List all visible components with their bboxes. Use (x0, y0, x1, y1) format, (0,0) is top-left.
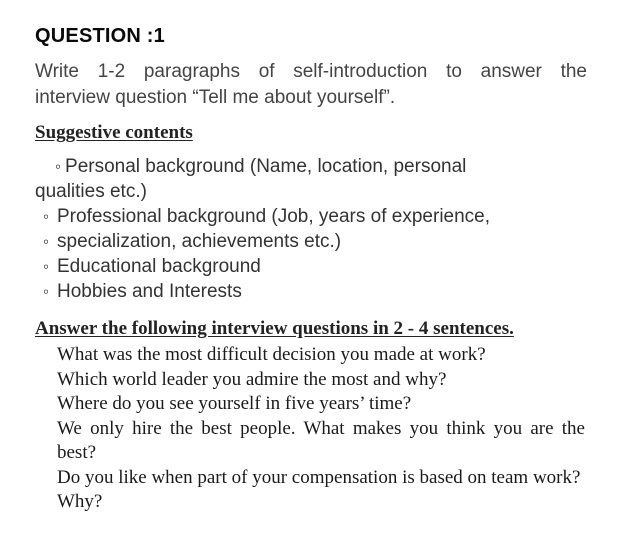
answer-questions-title: Answer the following interview questions in 2 - 4 sentences. (35, 318, 514, 339)
list-item (35, 254, 595, 279)
list-item (35, 229, 595, 254)
question-item: What was the most difficult decision you made at work? (57, 344, 486, 365)
bullet-circle-icon: ◦ (55, 157, 62, 176)
list-item-text: Hobbies and Interests (57, 281, 242, 302)
suggestive-contents-list (35, 154, 595, 304)
list-item-text: Professional background (Job, years of experience, (57, 206, 491, 227)
suggestive-contents-title: Suggestive contents (35, 122, 193, 143)
interview-questions-list (57, 343, 585, 515)
list-item (35, 154, 515, 204)
bullet-circle-icon: ◦ (43, 282, 50, 301)
question-item: Do you like when part of your compensation is based on team work? Why? (57, 466, 581, 512)
intro-line-1: Write 1-2 paragraphs of self-introduction to answer the (35, 61, 587, 82)
list-item-text: specialization, achievements etc.) (57, 231, 342, 252)
bullet-circle-icon: ◦ (43, 232, 50, 251)
list-item (35, 279, 595, 304)
question-heading: QUESTION :1 (35, 25, 165, 47)
question-item: Which world leader you admire the most and why? (57, 368, 447, 390)
question-item: We only hire the best people. What makes you think you are the best? (57, 417, 585, 463)
question-item: Where do you see yourself in five years’ time? (57, 393, 412, 414)
list-item-text: Educational background (57, 256, 261, 277)
bullet-circle-icon: ◦ (43, 207, 50, 226)
intro-line-2: interview question “Tell me about yourself”. (35, 87, 396, 108)
list-item (35, 204, 595, 229)
list-item-text: Personal background (Name, location, personal qualities etc.) (35, 156, 467, 202)
bullet-circle-icon: ◦ (43, 257, 50, 276)
intro-paragraph (35, 59, 587, 111)
